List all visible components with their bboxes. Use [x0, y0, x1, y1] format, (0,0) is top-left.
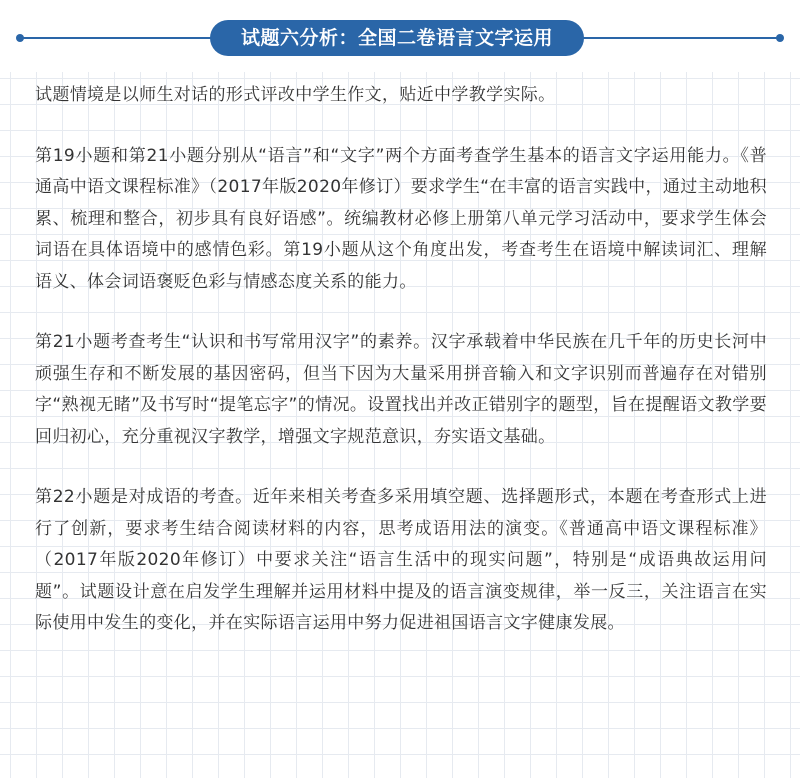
- header-line-left-dot: [16, 34, 24, 42]
- header-line-right-dot: [776, 34, 784, 42]
- paragraph-q19-q21: 第19小题和第21小题分别从“语言”和“文字”两个方面考查学生基本的语言文字运用能力。《普通高中语文课程标准》（2017年版2020年修订）要求学生“在丰富的语言实践中，通过主动地积累、梳理和整合，初步具有良好语感”。统编教材必修上册第八单元学习活动中，要求学生体会词语在具体语境中的感情色彩。第19小题从这个角度出发，考查考生在语境中解读词汇、理解语义、体会词语褒贬色彩与情感态度关系的能力。: [35, 145, 767, 292]
- section-title: 试题六分析：全国二卷语言文字运用: [210, 20, 584, 56]
- header: [0, 0, 800, 72]
- paragraph-intro: 试题情境是以师生对话的形式评改中学生作文，贴近中学教学实际。: [35, 85, 556, 105]
- article-body: [35, 80, 767, 669]
- paragraph-q22: 第22小题是对成语的考查。近年来相关考查多采用填空题、选择题形式，本题在考查形式上进行了创新，要求考生结合阅读材料的内容，思考成语用法的演变。《普通高中语文课程标准》（2017年版2020年修订）中要求关注“语言生活中的现实问题”，特别是“成语典故运用问题”。试题设计意在启发学生理解并运用材料中提及的语言演变规律，举一反三，关注语言在实际使用中发生的变化，并在实际语言运用中努力促进祖国语言文字健康发展。: [35, 487, 767, 633]
- paragraph-q21: 第21小题考查考生“认识和书写常用汉字”的素养。汉字承载着中华民族在几千年的历史长河中顽强生存和不断发展的基因密码，但当下因为大量采用拼音输入和文字识别而普遍存在对错别字“熟视无睹”及书写时“提笔忘字”的情况。设置找出并改正错别字的题型，旨在提醒语文教学要回归初心，充分重视汉字教学，增强文字规范意识，夯实语文基础。: [35, 332, 767, 447]
